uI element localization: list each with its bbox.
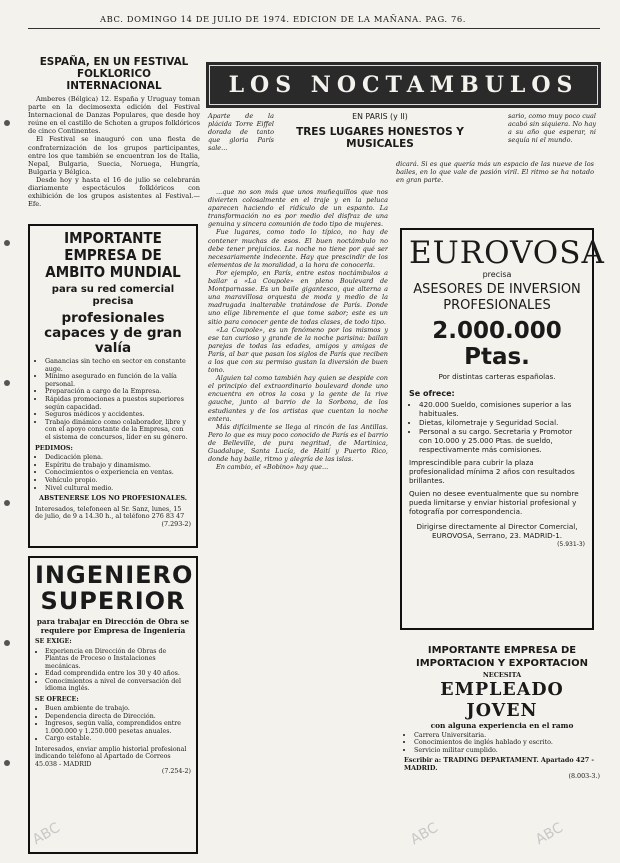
ad2-exige-item: • Conocimientos a nivel de conversación del idioma inglés.: [45, 678, 191, 693]
ad1-benefit: • Mínimo asegurado en función de la valía personal.: [45, 373, 191, 388]
article-para: En cambio, el «Bobino» hay que...: [216, 463, 329, 472]
ad4-item: • Servicio militar cumplido.: [414, 747, 600, 755]
festival-title: ESPAÑA, EN UN FESTIVAL FOLKLORICO INTERNACIONAL: [39, 56, 189, 92]
ad3-title: ASESORES DE INVERSION PROFESIONALES: [413, 282, 581, 313]
article-right-cont: dicará. Si es que quería más un espacio de las nueve de los bailes, en lo que vale de pasión viril. El ritmo se ha notado en gran parte.: [396, 160, 594, 185]
ad-eurovosa: [400, 228, 605, 630]
binding-hole: [4, 240, 10, 246]
ad2-desc: para trabajar en Dirección de Obra se requiere por Empresa de Ingeniería: [36, 617, 190, 635]
festival-para-3: Desde hoy y hasta el 16 de julio se celebrarán diariamente espectáculos folklóricos con exhibición de los grupos asistentes al Festival.—Efe.: [28, 175, 200, 209]
ad1-subtitle: para su red comercial precisa: [51, 284, 175, 307]
abc-watermark: ABC: [29, 819, 63, 849]
ad3-ofrece-item: • Personal a su cargo. Secretaria y Promotor con 10.000 y 25.000 Ptas. de sueldo, respectivamente más comisiones.: [419, 427, 585, 454]
binding-hole: [4, 500, 10, 506]
article-para: ...que no son más que unos muñequillos que nos divierten colosalmente en el traje y en la peluca aparecen haciendo el ridículo de un espanto. La transformación no es por medio del disfraz de una genuina y sincera comunión de todo tipo de mujeres.: [208, 188, 388, 229]
ad3-para: Imprescindible para cubrir la plaza profesionalidad mínima 2 años con resultados brillantes.: [409, 458, 575, 485]
binding-hole: [4, 120, 10, 126]
ad3-ofrece-list: [409, 400, 585, 454]
article-headline: [280, 112, 480, 150]
ad3-money-note: Por distintas carteras españolas.: [438, 372, 556, 381]
ad4-title: EMPLEADO JOVEN: [440, 679, 564, 721]
binding-hole: [4, 640, 10, 646]
page-header: ABC. DOMINGO 14 DE JULIO DE 1974. EDICION DE LA MAÑANA. PAG. 76.: [100, 14, 467, 24]
ad1-requirement: • Nivel cultural medio.: [45, 485, 191, 493]
ad1-benefit: • Rápidas promociones a puestos superiores según capacidad.: [45, 396, 191, 411]
ad4-item: • Conocimientos de inglés hablado y escrito.: [414, 739, 600, 747]
abc-watermark: ABC: [407, 819, 441, 849]
ad2-contact: Interesados, enviar amplio historial profesional indicando teléfono al Apartado de Correos 45.038 - MADRID: [35, 745, 187, 768]
ad1-title: IMPORTANTE EMPRESA DE AMBITO MUNDIAL: [45, 229, 181, 281]
header-rule: [28, 28, 600, 29]
eurovosa-logo: EUROVOSA: [409, 235, 605, 271]
ad1-profile: profesionales capaces y de gran valía: [44, 310, 182, 356]
article-body: [208, 188, 388, 853]
abc-watermark: ABC: [532, 819, 566, 849]
ad1-benefit: • Trabajo dinámico como colaborador, libre y con el apoyo constante de la Empresa, con el sistema de concursos, líder en su género.: [45, 419, 191, 442]
article-para: Por ejemplo, en París, entre estos noctámbulos a bailar a «La Coupole» en pleno Boulevard de Montparnasse. Es un baile gigantesco, que alterna a una maravillosa orquesta de moda y medio de la madrugada inalterable tratándose de París. Donde uno elige libremente el que tome sabor; este es un sitio para conocer gente de todas clases, de todo tipo.: [208, 268, 388, 326]
ad2-ofrece-item: • Ingresos, según valía, comprendidos entre 1.000.000 y 1.250.000 pesetas anuales.: [45, 720, 191, 735]
festival-para-1: Amberes (Bélgica) 12. España y Uruguay toman parte en la decimosexta edición del Festival Internacional de Danzas Populares, que desde hoy reúne en el castillo de Schoten a grupos folklóricos de cinco Continentes.: [28, 95, 200, 136]
headline-kicker: EN PARIS (y II): [352, 112, 408, 121]
festival-para-2: El Festival se inauguró con una fiesta de confraternización de los grupos participantes, entre los que también se encuentran los de Italia, Nepal, Bulgaria, Suecia, Noruega, Hungría, Bulgaria y Bélgica.: [28, 135, 200, 176]
article-right-intro: sario, como muy poco cual acabó sin siquiera. No hay a su año que esperar, ni sequía ni el mundo.: [508, 112, 596, 145]
ad3-ofrece-item: • Dietas, kilometraje y Seguridad Social.: [419, 418, 585, 427]
article-para: Fue lugares, como todo lo típico, no hay de contener muchas de esos. El buen noctámbulo no debe tener prejuicios. La noche no tiene por qué ser necesariamente indecente. Hay que prescindir de los elementos de la moralidad, a la hora de conocerla.: [208, 228, 388, 269]
festival-article: [28, 56, 200, 208]
ad1-requirement: • Vehículo propio.: [45, 477, 191, 485]
ad3-precisa: precisa: [482, 270, 512, 279]
ad4-heading: IMPORTANTE EMPRESA DE IMPORTACION Y EXPORTACION: [415, 645, 588, 669]
ad3-dirigirse: Dirigirse directamente al Director Comercial, EUROVOSA, Serrano, 23. MADRID-1.: [416, 522, 578, 540]
ad1-requirement: • Dedicación plena.: [45, 454, 191, 462]
noctambulos-banner: [206, 62, 601, 108]
ad2-ofrece-item: • Dependencia directa de Dirección.: [45, 713, 191, 721]
ad1-pedimos-label: PEDIMOS:: [35, 443, 73, 452]
ad2-ofrece-item: • Cargo estable.: [45, 735, 191, 743]
ad-ingeniero: [28, 556, 198, 854]
article-para: «La Coupole», es un fenómeno por los mismos y ese tan curioso y grande de la noche parisina: bailan parejas de todas las edades, amigos y amigas de París, al bar que pasan los siglos de París que reciben a los que con su permiso gustan la diversión de buen tono.: [208, 325, 388, 375]
ad2-exige-list: [35, 648, 191, 693]
ad3-ofrece-item: • 420.000 Sueldo, comisiones superior a las habituales.: [419, 400, 585, 418]
ad1-benefits: [35, 358, 191, 442]
ad3-para2: Quien no desee eventualmente que su nombre pueda limitarse y enviar historial profesional y fotografía por correspondencia.: [409, 489, 579, 516]
ad2-exige-label: SE EXIGE:: [35, 638, 72, 645]
ad1-requirements: [35, 454, 191, 492]
ad4-contact: Escribir a: TRADING DEPARTAMENT. Apartado 427 - MADRID.: [404, 755, 595, 772]
ad4-ref: (8.003-3.): [568, 771, 600, 780]
ad1-requirement: • Conocimientos o experiencia en ventas.: [45, 469, 191, 477]
ad2-ref: (7.254-2): [161, 768, 191, 775]
ad2-exige-item: • Experiencia en Dirección de Obras de Plantas de Proceso o Instalaciones mecánicas.: [45, 648, 191, 671]
ad1-note: ABSTENERSE LOS NO PROFESIONALES.: [39, 494, 187, 503]
headline-main: TRES LUGARES HONESTOS Y MUSICALES: [296, 126, 464, 150]
ad3-ofrece-label: Se ofrece:: [409, 389, 455, 398]
ad2-exige-item: • Edad comprendida entre los 30 y 40 años.: [45, 670, 191, 678]
ad1-benefit: • Preparación a cargo de la Empresa.: [45, 388, 191, 396]
binding-hole: [4, 380, 10, 386]
article-para: Alguien tal como también hay quien se despide con el principio del extraordinario boulevard donde uno encuentra en otros la cosa y la gente de la rive gauche, junto al barrio de la Sorbona, de los estudiantes y de los artistas que cuentan la noche entera.: [208, 374, 388, 423]
article-intro: Aparte de la plácida Torre Eiffel dorada de tanto que gloria París sale...: [208, 112, 274, 153]
ad1-requirement: • Espíritu de trabajo y dinamismo.: [45, 462, 191, 470]
ad2-title: INGENIERO SUPERIOR: [35, 561, 194, 615]
ad3-ref: (5.931-3): [557, 541, 585, 548]
ad2-ofrece-label: SE OFRECE:: [35, 695, 79, 703]
ad3-money: 2.000.000 Ptas.: [432, 318, 562, 370]
ad2-ofrece-item: • Buen ambiente de trabajo.: [45, 705, 191, 713]
ad2-ofrece-list: [35, 705, 191, 743]
ad4-sub: con alguna experiencia en el ramo: [430, 720, 574, 730]
ad1-contact: Interesados, telefoneen al Sr. Sanz, lunes, 15 de julio, de 9 a 14.30 h., al teléfono 276 83 47: [35, 504, 185, 521]
banner-title: LOS NOCTAMBULOS: [228, 72, 579, 98]
ad1-ref: (7.293-2): [161, 519, 191, 528]
ad4-necesita: NECESITA: [482, 671, 522, 679]
ad4-list: [404, 732, 600, 755]
binding-hole: [4, 760, 10, 766]
ad-empresa-mundial: [28, 224, 198, 548]
ad1-benefit: • Ganancias sin techo en sector en constante auge.: [45, 358, 191, 373]
article-para: Más difícilmente se llega al rincón de las Antillas. Pero lo que es muy poco conocido de París es el barrio de Belleville, de pura negritud, de Martinica, Guadalupe, Santa Lucía, de Haití y Puerto Rico, donde hay baile, ritmo y alegría de las islas.: [208, 422, 388, 464]
ad1-benefit: • Seguros médicos y accidentes.: [45, 411, 191, 419]
ad4-item: • Carrera Universitaria.: [414, 732, 600, 740]
